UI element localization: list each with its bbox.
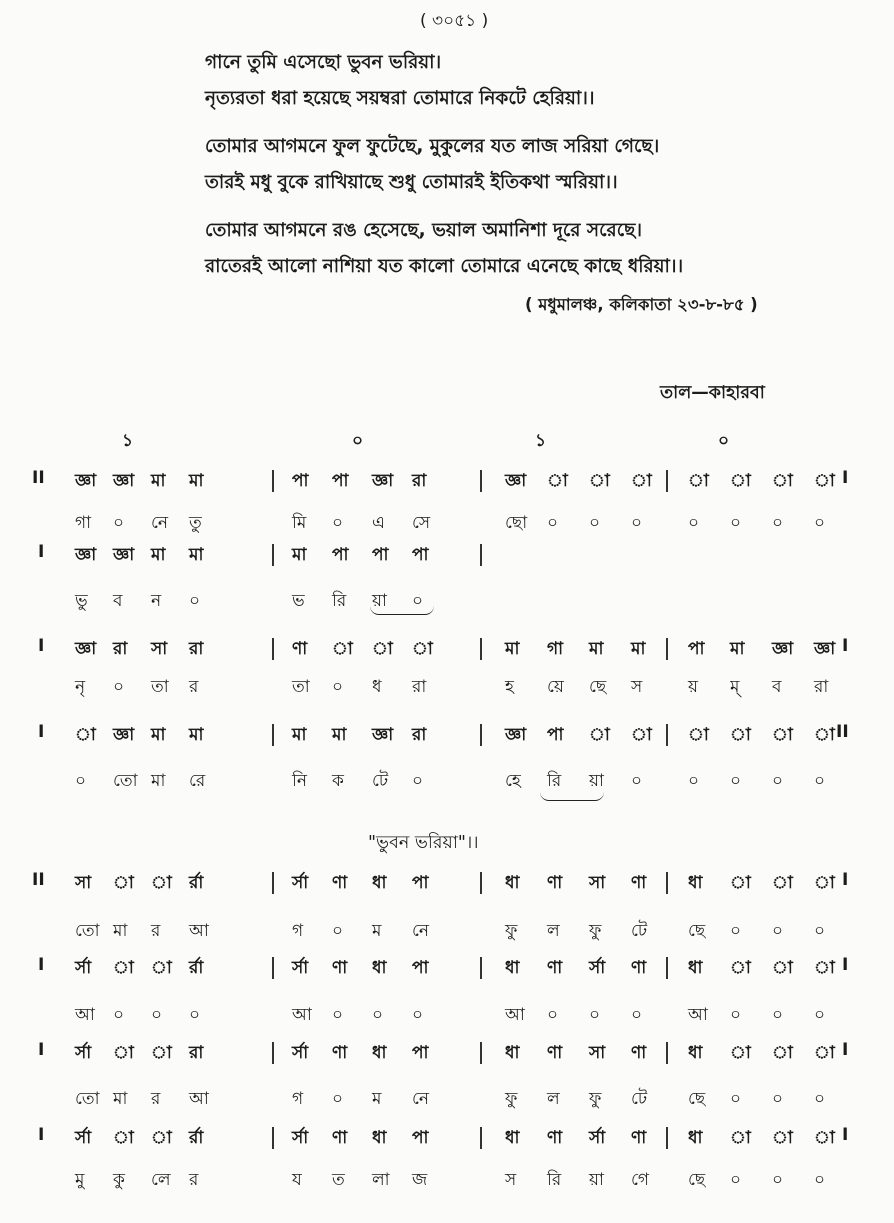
swara-note: সা bbox=[75, 873, 92, 893]
swara-note: া bbox=[631, 471, 652, 491]
lyric-syllable: গে bbox=[631, 1170, 650, 1190]
swara-note: র্সা bbox=[589, 958, 606, 978]
swara-note: মা bbox=[631, 639, 646, 659]
composition-source: ( মধুমালঞ্চ, কলিকাতা ২৩-৮-৮৫ ) bbox=[525, 295, 758, 314]
swara-note: া bbox=[113, 1128, 134, 1148]
swara-note: া bbox=[814, 471, 835, 491]
swara-note: ধা bbox=[372, 1128, 387, 1148]
bar-line bbox=[666, 872, 668, 894]
lyric-syllable: ০ bbox=[589, 513, 601, 533]
slur-mark bbox=[370, 606, 434, 615]
lyric-syllable: মা bbox=[113, 1089, 128, 1109]
bar-line bbox=[272, 1042, 274, 1064]
swara-note: রা bbox=[113, 639, 128, 659]
lyric-syllable: ল bbox=[547, 1089, 560, 1109]
lyric-syllable: এ bbox=[372, 513, 385, 533]
lyric-syllable: ০ bbox=[151, 1005, 163, 1025]
swara-note: জ্ঞা bbox=[75, 471, 97, 491]
lyric-syllable: হ bbox=[505, 677, 514, 697]
bar-line bbox=[666, 1127, 668, 1149]
lyric-syllable: ছে bbox=[688, 1089, 706, 1109]
lyric-syllable: র bbox=[189, 1170, 199, 1190]
lyric-syllable: ০ bbox=[814, 1089, 826, 1109]
lyric-syllable: মি bbox=[292, 513, 307, 533]
bar-end-marker: I bbox=[842, 955, 849, 975]
lyric-syllable: ভ bbox=[292, 591, 305, 611]
swara-note: া bbox=[113, 958, 134, 978]
swara-note: ণা bbox=[547, 958, 563, 978]
swara-note: া bbox=[814, 1043, 835, 1063]
swara-note: পা bbox=[332, 545, 349, 565]
swara-note: পা bbox=[688, 639, 705, 659]
lyric-syllable: ০ bbox=[189, 1005, 201, 1025]
swara-note: পা bbox=[412, 873, 429, 893]
lyric-syllable: ০ bbox=[772, 1005, 784, 1025]
beat-marker: ০ bbox=[718, 431, 730, 451]
swara-note: মা bbox=[505, 639, 520, 659]
lyric-syllable: আ bbox=[505, 1005, 525, 1025]
lyric-syllable: ০ bbox=[113, 1005, 125, 1025]
lyric-syllable: য়ে bbox=[547, 677, 564, 697]
swara-note: া bbox=[113, 873, 134, 893]
bar-line bbox=[272, 1127, 274, 1149]
swara-note: জ্ঞা bbox=[113, 471, 135, 491]
swara-note: র্সা bbox=[75, 1043, 92, 1063]
lyric-syllable: নৃ bbox=[75, 677, 86, 697]
swara-note: ধা bbox=[505, 1128, 520, 1148]
lyric-syllable: মা bbox=[113, 921, 128, 941]
swara-note: া bbox=[730, 471, 751, 491]
lyric-syllable: নে bbox=[151, 513, 169, 533]
lyric-syllable: ০ bbox=[730, 513, 742, 533]
lyric-syllable: ফু bbox=[589, 921, 602, 941]
lyric-syllable: ০ bbox=[332, 1005, 344, 1025]
lyric-syllable: ০ bbox=[412, 591, 424, 611]
swara-note: ধা bbox=[688, 1128, 703, 1148]
swara-note: সা bbox=[589, 873, 606, 893]
lyric-syllable: য়া bbox=[589, 1170, 604, 1190]
swara-note: ণা bbox=[332, 1043, 348, 1063]
lyric-syllable: নি bbox=[292, 771, 308, 791]
lyric-syllable: সে bbox=[412, 513, 431, 533]
bar-line bbox=[666, 957, 668, 979]
swara-note: া bbox=[151, 958, 172, 978]
swara-note: মা bbox=[151, 471, 166, 491]
swara-note: া bbox=[412, 639, 433, 659]
bar-line bbox=[666, 1042, 668, 1064]
beat-marker: ১ bbox=[122, 431, 134, 451]
bar-line bbox=[480, 1042, 482, 1064]
lyric-syllable: নে bbox=[412, 1089, 430, 1109]
lyric-syllable: কু bbox=[113, 1170, 125, 1190]
swara-note: রা bbox=[189, 1043, 204, 1063]
lyric-syllable: র bbox=[151, 1089, 161, 1109]
swara-note: া bbox=[688, 471, 709, 491]
lyric-syllable: নে bbox=[412, 921, 430, 941]
lyric-syllable: ০ bbox=[772, 513, 784, 533]
bar-start-marker: I bbox=[38, 542, 45, 562]
lyric-syllable: তো bbox=[75, 1089, 100, 1109]
swara-note: া bbox=[772, 1043, 793, 1063]
lyric-syllable: ০ bbox=[332, 1089, 344, 1109]
lyric-syllable: ০ bbox=[113, 677, 125, 697]
lyric-syllable: টে bbox=[372, 771, 389, 791]
bar-line bbox=[480, 957, 482, 979]
bar-line bbox=[666, 470, 668, 492]
swara-note: পা bbox=[412, 1043, 429, 1063]
lyric-syllable: ০ bbox=[814, 513, 826, 533]
swara-note: জ্ঞা bbox=[814, 639, 836, 659]
lyric-syllable: ০ bbox=[332, 513, 344, 533]
lyric-line: গানে তুমি এসেছো ভুবন ভরিয়া। bbox=[205, 52, 442, 73]
swara-note: া bbox=[814, 958, 835, 978]
swara-note: ধা bbox=[688, 873, 703, 893]
swara-note: ণা bbox=[547, 873, 563, 893]
lyric-syllable: ০ bbox=[814, 1170, 826, 1190]
swara-note: া bbox=[730, 873, 751, 893]
lyric-syllable: ফু bbox=[505, 921, 518, 941]
lyric-line: রাতেরই আলো নাশিয়া যত কালো তোমারে এনেছে কাছে ধরিয়া।। bbox=[205, 256, 684, 277]
swara-note: া bbox=[631, 725, 652, 745]
swara-note: সা bbox=[589, 1043, 606, 1063]
lyric-syllable: জ bbox=[412, 1170, 428, 1190]
lyric-syllable: ছে bbox=[688, 921, 706, 941]
bar-line bbox=[480, 470, 482, 492]
swara-note: ধা bbox=[688, 1043, 703, 1063]
bar-line bbox=[272, 957, 274, 979]
lyric-syllable: র bbox=[189, 677, 199, 697]
lyric-syllable: আ bbox=[189, 921, 209, 941]
swara-note: া bbox=[151, 1043, 172, 1063]
lyric-syllable: ব bbox=[113, 591, 123, 611]
swara-note: া bbox=[688, 725, 709, 745]
lyric-syllable: ০ bbox=[730, 771, 742, 791]
swara-note: রা bbox=[412, 471, 427, 491]
lyric-line: নৃত্যরতা ধরা হয়েছে সয়ম্বরা তোমারে নিকটে হেরিয়া।। bbox=[205, 88, 595, 109]
bar-end-marker: I bbox=[842, 870, 849, 890]
swara-note: জ্ঞা bbox=[772, 639, 794, 659]
lyric-syllable: য bbox=[292, 1170, 302, 1190]
swara-note: র্সা bbox=[292, 1128, 309, 1148]
swara-note: ণা bbox=[631, 958, 647, 978]
swara-note: র্সা bbox=[292, 873, 309, 893]
lyric-line: তারই মধু বুকে রাখিয়াছে শুধু তোমারই ইতিকথা স্মরিয়া।। bbox=[205, 172, 618, 193]
bar-start-marker: II bbox=[32, 870, 45, 890]
lyric-syllable: ০ bbox=[75, 771, 87, 791]
lyric-syllable: তা bbox=[151, 677, 169, 697]
section-title: "ভুবন ভরিয়া"।। bbox=[368, 833, 479, 853]
bar-line bbox=[272, 544, 274, 566]
lyric-syllable: ০ bbox=[631, 771, 643, 791]
swara-note: জ্ঞা bbox=[372, 471, 394, 491]
bar-line bbox=[272, 638, 274, 660]
lyric-syllable: ছে bbox=[688, 1170, 706, 1190]
lyric-syllable: ০ bbox=[772, 771, 784, 791]
swara-note: পা bbox=[547, 725, 564, 745]
lyric-syllable: য় bbox=[688, 677, 699, 697]
swara-note: সা bbox=[151, 639, 168, 659]
bar-line bbox=[666, 724, 668, 746]
tala-label: তাল—কাহারবা bbox=[660, 383, 765, 403]
swara-note: জ্ঞা bbox=[75, 545, 97, 565]
bar-line bbox=[666, 638, 668, 660]
swara-note: পা bbox=[412, 1128, 429, 1148]
swara-note: া bbox=[814, 873, 835, 893]
swara-note: র্রা bbox=[189, 1128, 204, 1148]
lyric-syllable: য়া bbox=[589, 771, 604, 791]
bar-start-marker: I bbox=[38, 1040, 45, 1060]
swara-note: া bbox=[814, 725, 835, 745]
swara-note: া bbox=[151, 873, 172, 893]
swara-note: া bbox=[151, 1128, 172, 1148]
lyric-syllable: ০ bbox=[772, 1089, 784, 1109]
lyric-syllable: ০ bbox=[688, 771, 700, 791]
bar-end-marker: II bbox=[836, 722, 849, 742]
lyric-syllable: ভু bbox=[75, 591, 88, 611]
swara-note: জ্ঞা bbox=[505, 725, 527, 745]
lyric-syllable: ০ bbox=[332, 921, 344, 941]
swara-note: মা bbox=[292, 545, 307, 565]
bar-line bbox=[480, 1127, 482, 1149]
swara-note: ণা bbox=[332, 873, 348, 893]
bar-start-marker: I bbox=[38, 722, 45, 742]
swara-note: ণা bbox=[631, 1043, 647, 1063]
lyric-syllable: গ bbox=[292, 1089, 304, 1109]
lyric-syllable: ০ bbox=[814, 921, 826, 941]
swara-note: র্রা bbox=[189, 958, 204, 978]
bar-line bbox=[480, 872, 482, 894]
lyric-syllable: রা bbox=[814, 677, 829, 697]
lyric-syllable: ০ bbox=[814, 1005, 826, 1025]
lyric-syllable: ত bbox=[332, 1170, 345, 1190]
swara-note: ণা bbox=[332, 958, 348, 978]
lyric-syllable: র bbox=[151, 921, 161, 941]
swara-note: া bbox=[772, 958, 793, 978]
swara-note: া bbox=[772, 471, 793, 491]
lyric-syllable: রে bbox=[189, 771, 206, 791]
bar-line bbox=[480, 638, 482, 660]
swara-note: জ্ঞা bbox=[505, 471, 527, 491]
swara-note: ণা bbox=[332, 1128, 348, 1148]
lyric-syllable: ০ bbox=[412, 1005, 424, 1025]
song-lyrics bbox=[205, 45, 845, 285]
lyric-syllable: ০ bbox=[372, 1005, 384, 1025]
swara-note: া bbox=[772, 873, 793, 893]
lyric-syllable: ০ bbox=[589, 1005, 601, 1025]
lyric-syllable: ল bbox=[547, 921, 560, 941]
lyric-syllable: তু bbox=[189, 513, 202, 533]
bar-start-marker: I bbox=[38, 955, 45, 975]
lyric-syllable: তা bbox=[292, 677, 310, 697]
swara-note: ণা bbox=[547, 1128, 563, 1148]
page-number: ( ৩০৫১ ) bbox=[420, 11, 489, 31]
swara-note: া bbox=[547, 471, 568, 491]
swara-note: মা bbox=[189, 471, 204, 491]
lyric-syllable: ০ bbox=[631, 513, 643, 533]
bar-line bbox=[272, 872, 274, 894]
swara-note: া bbox=[730, 725, 751, 745]
lyric-syllable: রা bbox=[412, 677, 427, 697]
lyric-syllable: ০ bbox=[631, 1005, 643, 1025]
swara-note: ধা bbox=[505, 1043, 520, 1063]
lyric-syllable: গ bbox=[292, 921, 304, 941]
lyric-syllable: রি bbox=[332, 591, 347, 611]
swara-note: ধা bbox=[372, 958, 387, 978]
swara-note: া bbox=[730, 1128, 751, 1148]
lyric-syllable: টে bbox=[631, 921, 648, 941]
swara-note: ধা bbox=[372, 1043, 387, 1063]
lyric-syllable: লে bbox=[151, 1170, 171, 1190]
lyric-syllable: ০ bbox=[547, 1005, 559, 1025]
lyric-syllable: ছে bbox=[589, 677, 607, 697]
swara-note: ধা bbox=[372, 873, 387, 893]
lyric-syllable: ০ bbox=[688, 513, 700, 533]
swara-note: া bbox=[372, 639, 393, 659]
swara-note: মা bbox=[332, 725, 347, 745]
bar-line bbox=[480, 544, 482, 566]
swara-note: মা bbox=[151, 545, 166, 565]
bar-end-marker: I bbox=[842, 468, 849, 488]
swara-note: র্রা bbox=[189, 873, 204, 893]
lyric-syllable: ০ bbox=[547, 513, 559, 533]
lyric-syllable: ০ bbox=[772, 1170, 784, 1190]
swara-note: ণা bbox=[631, 873, 647, 893]
swara-note: ণা bbox=[631, 1128, 647, 1148]
swara-note: জ্ঞা bbox=[113, 545, 135, 565]
swara-note: ণা bbox=[292, 639, 308, 659]
swara-note: মা bbox=[589, 639, 604, 659]
lyric-syllable: ফু bbox=[505, 1089, 518, 1109]
lyric-syllable: য়া bbox=[372, 591, 387, 611]
lyric-syllable: হে bbox=[505, 771, 521, 791]
lyric-syllable: ০ bbox=[189, 591, 201, 611]
lyric-syllable: টে bbox=[631, 1089, 648, 1109]
swara-note: মা bbox=[151, 725, 166, 745]
swara-note: মা bbox=[730, 639, 745, 659]
swara-note: মা bbox=[189, 725, 204, 745]
lyric-syllable: ০ bbox=[730, 921, 742, 941]
swara-note: া bbox=[75, 725, 96, 745]
lyric-syllable: ম bbox=[372, 921, 382, 941]
lyric-syllable: তো bbox=[113, 771, 138, 791]
bar-end-marker: I bbox=[842, 636, 849, 656]
lyric-syllable: আ bbox=[292, 1005, 312, 1025]
lyric-syllable: ম bbox=[372, 1089, 382, 1109]
swara-note: জ্ঞা bbox=[75, 639, 97, 659]
lyric-line: তোমার আগমনে রঙ হেসেছে, ভয়াল অমানিশা দূরে সরেছে। bbox=[205, 220, 642, 241]
slur-mark bbox=[540, 792, 604, 801]
lyric-syllable: আ bbox=[688, 1005, 708, 1025]
lyric-syllable: ক bbox=[332, 771, 344, 791]
lyric-syllable: ০ bbox=[412, 771, 424, 791]
swara-note: া bbox=[814, 1128, 835, 1148]
lyric-syllable: ০ bbox=[113, 513, 125, 533]
swara-note: ধা bbox=[505, 873, 520, 893]
bar-start-marker: I bbox=[38, 636, 45, 656]
lyric-syllable: ম্ bbox=[730, 677, 740, 697]
lyric-syllable: স bbox=[505, 1170, 517, 1190]
lyric-syllable: ন bbox=[151, 591, 162, 611]
swara-note: া bbox=[113, 1043, 134, 1063]
swara-note: া bbox=[589, 725, 610, 745]
bar-start-marker: I bbox=[38, 1125, 45, 1145]
lyric-syllable: লা bbox=[372, 1170, 390, 1190]
bar-end-marker: I bbox=[842, 1125, 849, 1145]
lyric-syllable: ০ bbox=[772, 921, 784, 941]
swara-note: পা bbox=[292, 471, 309, 491]
swara-note: ণা bbox=[547, 1043, 563, 1063]
lyric-syllable: গা bbox=[75, 513, 92, 533]
lyric-syllable: ব bbox=[772, 677, 782, 697]
lyric-syllable: আ bbox=[189, 1089, 209, 1109]
swara-note: ধা bbox=[688, 958, 703, 978]
lyric-syllable: স bbox=[631, 677, 643, 697]
swara-note: রা bbox=[412, 725, 427, 745]
swara-note: পা bbox=[372, 545, 389, 565]
swara-note: রা bbox=[189, 639, 204, 659]
lyric-syllable: মু bbox=[75, 1170, 85, 1190]
swara-note: মা bbox=[189, 545, 204, 565]
swara-note: া bbox=[332, 639, 353, 659]
swara-note: পা bbox=[412, 545, 429, 565]
lyric-syllable: ০ bbox=[730, 1170, 742, 1190]
swara-note: মা bbox=[292, 725, 307, 745]
swara-note: জ্ঞা bbox=[113, 725, 135, 745]
bar-end-marker: I bbox=[842, 1040, 849, 1060]
lyric-syllable: ফু bbox=[589, 1089, 602, 1109]
swara-note: া bbox=[772, 725, 793, 745]
swara-note: র্সা bbox=[75, 958, 92, 978]
lyric-syllable: আ bbox=[75, 1005, 95, 1025]
swara-note: র্সা bbox=[292, 1043, 309, 1063]
swara-note: া bbox=[589, 471, 610, 491]
swara-note: ধা bbox=[505, 958, 520, 978]
lyric-syllable: ০ bbox=[730, 1005, 742, 1025]
lyric-syllable: ০ bbox=[730, 1089, 742, 1109]
lyric-syllable: ০ bbox=[332, 677, 344, 697]
lyric-syllable: রি bbox=[547, 1170, 562, 1190]
swara-note: র্সা bbox=[75, 1128, 92, 1148]
beat-marker: ১ bbox=[535, 431, 547, 451]
swara-note: র্সা bbox=[589, 1128, 606, 1148]
swara-note: জ্ঞা bbox=[372, 725, 394, 745]
bar-start-marker: II bbox=[32, 468, 45, 488]
lyric-syllable: ছো bbox=[505, 513, 528, 533]
swara-note: া bbox=[730, 958, 751, 978]
lyric-line: তোমার আগমনে ফুল ফুটেছে, মুকুলের যত লাজ সরিয়া গেছে। bbox=[205, 136, 660, 157]
bar-line bbox=[272, 470, 274, 492]
lyric-syllable: তো bbox=[75, 921, 100, 941]
swara-note: া bbox=[730, 1043, 751, 1063]
lyric-syllable: রি bbox=[547, 771, 562, 791]
swara-note: পা bbox=[332, 471, 349, 491]
bar-line bbox=[480, 724, 482, 746]
swara-note: া bbox=[772, 1128, 793, 1148]
swara-note: গা bbox=[547, 639, 564, 659]
bar-line bbox=[272, 724, 274, 746]
swara-note: পা bbox=[412, 958, 429, 978]
swara-note: র্সা bbox=[292, 958, 309, 978]
lyric-syllable: মা bbox=[151, 771, 166, 791]
lyric-syllable: ০ bbox=[814, 771, 826, 791]
lyric-syllable: ধ bbox=[372, 677, 382, 697]
beat-marker: ০ bbox=[352, 431, 364, 451]
